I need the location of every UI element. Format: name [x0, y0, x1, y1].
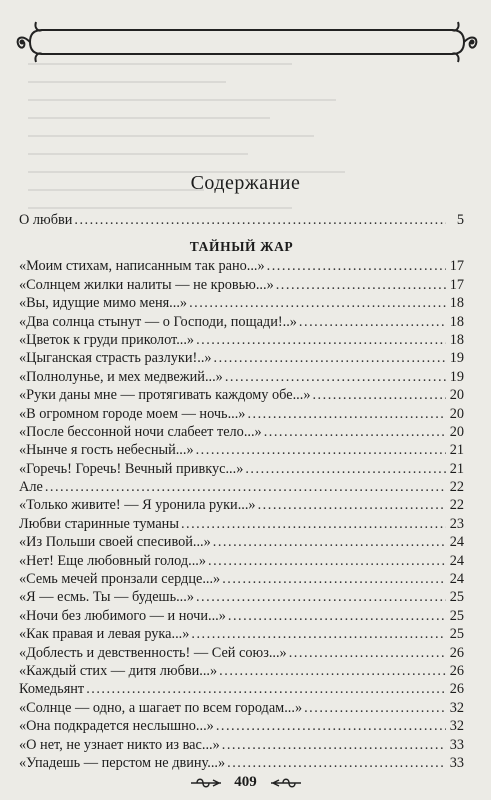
toc-entry	[19, 553, 464, 571]
ornamental-header-frame-icon	[12, 18, 482, 66]
toc-entry	[19, 645, 464, 663]
toc-entry-page: 21	[449, 442, 464, 459]
toc-leader-dots	[181, 516, 446, 533]
toc-entry-page: 19	[449, 350, 464, 367]
toc-leader-dots	[227, 755, 446, 772]
toc-entry-title: «Каждый стих — дитя любви...»	[19, 662, 218, 679]
toc-entry	[19, 350, 464, 368]
toc-entry	[19, 258, 464, 276]
toc-entry-page: 32	[449, 699, 464, 716]
toc-entry	[19, 571, 464, 589]
toc-entry-title: «Солнце — одно, а шагает по всем городам...»	[19, 699, 303, 716]
toc-entry-page: 18	[449, 331, 464, 348]
toc-leader-dots	[312, 387, 446, 404]
toc-entry-page: 25	[449, 626, 464, 643]
toc-entry-title: О любви	[19, 212, 73, 228]
toc-entry-title: «Солнцем жилки налиты — не кровью...»	[19, 276, 274, 293]
toc-entry-page: 26	[449, 681, 464, 698]
toc-leader-dots	[196, 332, 446, 349]
toc-entry-title: «В огромном городе моем — ночь...»	[19, 405, 246, 422]
toc-leader-dots	[189, 295, 446, 312]
section-heading: ТАЙНЫЙ ЖАР	[189, 239, 294, 255]
toc-entry	[19, 442, 464, 460]
toc-entry-title: «Два солнца стынут — о Господи, пощади!..»	[19, 313, 297, 330]
toc-entry-title: «Доблесть и девственность! — Сей союз...»	[19, 644, 287, 661]
toc-leader-dots	[86, 681, 446, 698]
toc-leader-dots	[289, 645, 446, 662]
toc-leader-dots	[196, 589, 446, 606]
toc-entry-page: 17	[449, 276, 464, 293]
toc-entry-page: 17	[449, 258, 464, 275]
toc-entry-title: «Полнолунье, и мех медвежий...»	[19, 368, 223, 385]
toc-entries-list	[19, 258, 464, 773]
toc-leader-dots	[247, 406, 446, 423]
toc-entry	[19, 700, 464, 718]
toc-entry-page: 22	[449, 497, 464, 514]
table-of-contents	[19, 212, 464, 773]
toc-entry-title: Любви старинные туманы	[19, 515, 179, 532]
toc-entry-page: 33	[449, 754, 464, 771]
toc-entry	[19, 737, 464, 755]
flourish-right-icon	[269, 777, 303, 789]
toc-entry-page: 24	[449, 534, 464, 551]
toc-leader-dots	[258, 497, 446, 514]
toc-leader-dots	[213, 534, 446, 551]
toc-entry-page: 20	[449, 423, 464, 440]
page-title: Содержание	[190, 172, 301, 194]
toc-entry-page: 21	[449, 460, 464, 477]
toc-entry-page: 24	[449, 552, 464, 569]
bleed-through-background	[28, 60, 468, 220]
toc-entry	[19, 497, 464, 515]
toc-entry-page: 20	[449, 405, 464, 422]
toc-entry-page: 19	[449, 368, 464, 385]
toc-entry	[19, 314, 464, 332]
toc-leader-dots	[245, 461, 446, 478]
toc-entry-page: 23	[449, 515, 464, 532]
toc-entry-first	[19, 212, 464, 230]
toc-entry-title: «Руки даны мне — протягивать каждому обе...»	[19, 387, 311, 404]
toc-leader-dots	[222, 737, 446, 754]
toc-entry	[19, 626, 464, 644]
toc-entry	[19, 479, 464, 497]
toc-leader-dots	[216, 718, 446, 735]
toc-entry-page: 26	[449, 644, 464, 661]
toc-leader-dots	[299, 314, 446, 331]
toc-entry-page: 25	[449, 607, 464, 624]
toc-leader-dots	[276, 277, 446, 294]
toc-entry-title: «Горечь! Горечь! Вечный привкус...»	[19, 460, 244, 477]
toc-entry	[19, 424, 464, 442]
toc-entry-page: 5	[456, 212, 464, 228]
toc-leader-dots	[304, 700, 446, 717]
toc-leader-dots	[45, 479, 446, 496]
toc-entry-title: «Как правая и левая рука...»	[19, 626, 190, 643]
toc-entry-page: 32	[449, 718, 464, 735]
toc-entry-title: «Вы, идущие мимо меня...»	[19, 295, 188, 312]
toc-entry	[19, 369, 464, 387]
toc-leader-dots	[264, 424, 446, 441]
toc-leader-dots	[267, 258, 446, 275]
toc-entry-page: 26	[449, 662, 464, 679]
flourish-left-icon	[189, 777, 223, 789]
toc-entry-title: «Ночи без любимого — и ночи...»	[19, 607, 226, 624]
page-footer	[0, 774, 491, 791]
toc-entry-title: «После бессонной ночи слабеет тело...»	[19, 423, 262, 440]
toc-entry	[19, 755, 464, 773]
toc-entry	[19, 277, 464, 295]
toc-entry	[19, 608, 464, 626]
toc-entry-title: «Она подкрадется неслышно...»	[19, 718, 214, 735]
toc-entry-page: 33	[449, 736, 464, 753]
toc-entry	[19, 534, 464, 552]
toc-entry-title: «Цветок к груди приколот...»	[19, 331, 195, 348]
toc-leader-dots	[228, 608, 446, 625]
toc-entry-page: 24	[449, 571, 464, 588]
toc-leader-dots	[225, 369, 446, 386]
toc-entry	[19, 663, 464, 681]
toc-leader-dots	[219, 663, 446, 680]
toc-entry-title: «Только живите! — Я уронила руки...»	[19, 497, 256, 514]
toc-entry-title: «Из Польши своей спесивой...»	[19, 534, 211, 551]
toc-leader-dots	[222, 571, 446, 588]
toc-entry-page: 22	[449, 479, 464, 496]
toc-entry-title: «Цыганская страсть разлуки!..»	[19, 350, 212, 367]
toc-entry-title: «Упадешь — перстом не двину...»	[19, 754, 226, 771]
toc-entry	[19, 718, 464, 736]
toc-entry-title: «Семь мечей пронзали сердце...»	[19, 571, 221, 588]
toc-entry-title: Комедьянт	[19, 681, 85, 698]
toc-entry	[19, 589, 464, 607]
toc-entry-page: 18	[449, 295, 464, 312]
toc-entry-page: 25	[449, 589, 464, 606]
toc-entry	[19, 387, 464, 405]
toc-entry-page: 20	[449, 387, 464, 404]
toc-entry-title: «Моим стихам, написанным так рано...»	[19, 258, 265, 275]
toc-leader-dots	[208, 553, 446, 570]
toc-leader-dots	[214, 350, 446, 367]
toc-entry-title: Але	[19, 479, 43, 496]
toc-entry-page: 18	[449, 313, 464, 330]
toc-leader-dots	[196, 442, 446, 459]
toc-entry	[19, 461, 464, 479]
toc-entry	[19, 681, 464, 699]
toc-entry	[19, 406, 464, 424]
toc-leader-dots	[74, 212, 446, 229]
toc-entry-title: «Я — есмь. Ты — будешь...»	[19, 589, 194, 606]
toc-entry-title: «О нет, не узнает никто из вас...»	[19, 736, 220, 753]
toc-entry-title: «Нынче я гость небесный...»	[19, 442, 194, 459]
toc-entry-title: «Нет! Еще любовный голод...»	[19, 552, 207, 569]
page-number: 409	[234, 774, 257, 791]
toc-leader-dots	[191, 626, 446, 643]
toc-entry	[19, 295, 464, 313]
toc-entry	[19, 332, 464, 350]
toc-entry	[19, 516, 464, 534]
